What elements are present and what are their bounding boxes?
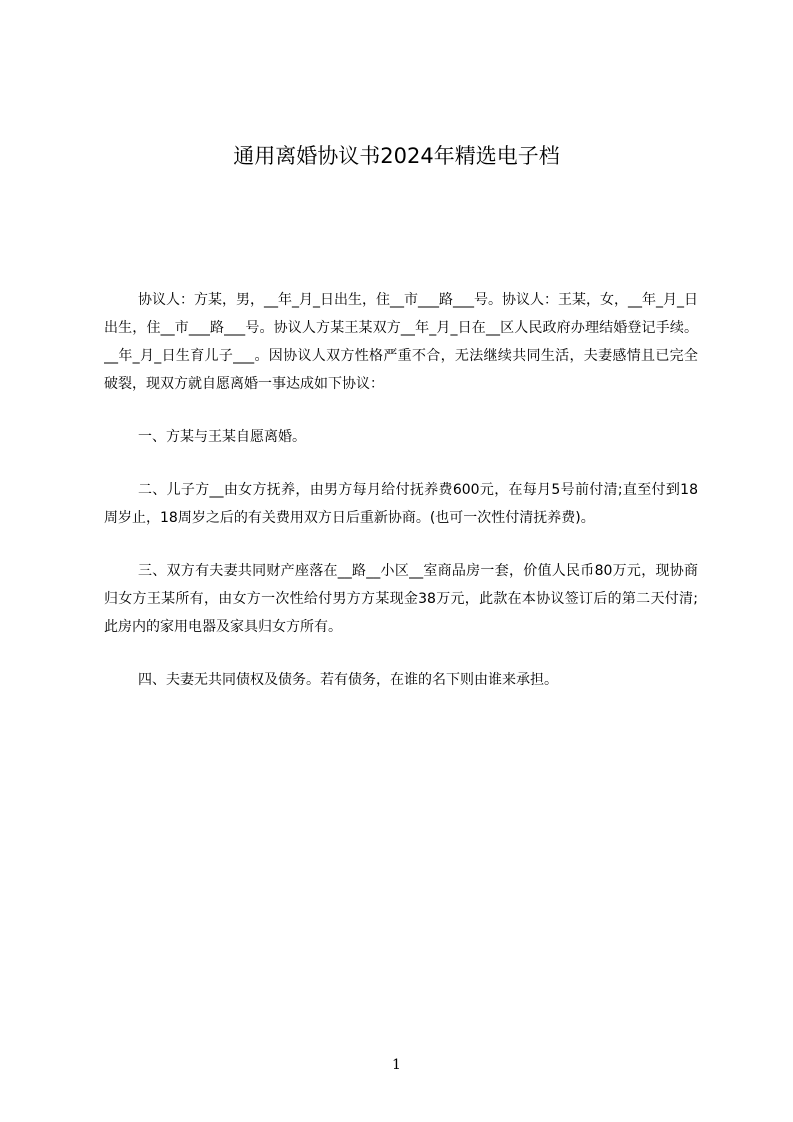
paragraph-clause-2: 二、儿子方__由女方抚养，由男方每月给付抚养费600元，在每月5号前付清;直至付到18周岁止，18周岁之后的有关费用双方日后重新协商。(也可一次性付清抚养费)。 [104, 482, 698, 526]
paragraph-clause-1: 一、方某与王某自愿离婚。 [138, 429, 306, 445]
paragraph-parties: 协议人：方某，男，__年_月_日出生，住__市___路___号。协议人：王某，女，__年_月_日出生，住__市___路___号。协议人方某王某双方__年_月_日在__区人民政府办理结婚登记手续。__年_月_日生育儿子___。因协议人双方性格严重不合，无法继续共同生活，夫妻感情且已完全破裂，现双方就自愿离婚一事达成如下协议： [104, 292, 698, 392]
paragraph-clause-4: 四、夫妻无共同债权及债务。若有债务，在谁的名下则由谁来承担。 [138, 672, 558, 688]
page-number: 1 [392, 1057, 401, 1073]
document-title: 通用离婚协议书2024年精选电子档 [233, 144, 560, 168]
paragraph-clause-3: 三、双方有夫妻共同财产座落在__路__小区__室商品房一套，价值人民币80万元，现协商归女方王某所有，由女方一次性给付男方方某现金38万元，此款在本协议签订后的第二天付清;此房内的家用电器及家具归女方所有。 [104, 563, 698, 635]
document-body [104, 286, 698, 694]
